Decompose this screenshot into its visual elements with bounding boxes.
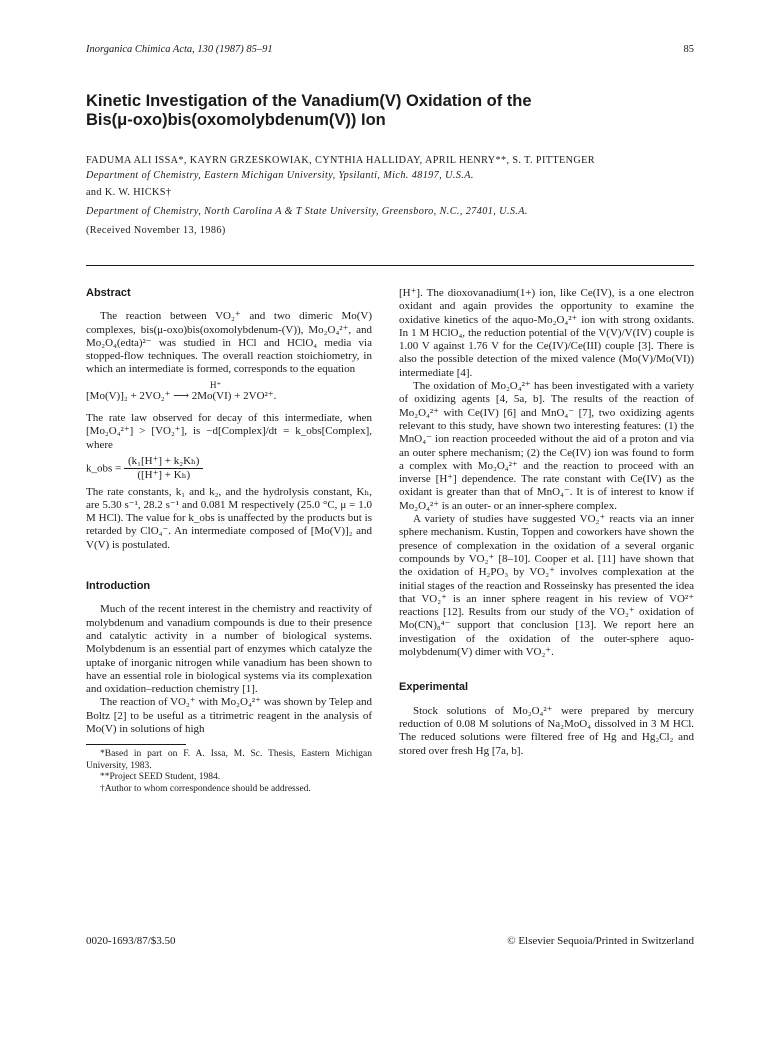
kobs-label: k_obs = [86, 462, 122, 475]
affiliation-2: Department of Chemistry, North Carolina A & T State University, Greensboro, N.C., 27401, U.S.A. [86, 206, 528, 217]
intro-paragraph-2: The reaction of VO₂⁺ with Mo₂O₄²⁺ was shown by Telep and Boltz [2] to be useful as a titrimetric reagent in the analysis of Mo(V) in solutions of high [86, 696, 372, 736]
footnotes [86, 744, 372, 795]
page-number: 85 [683, 44, 694, 55]
kobs-numerator: (k₁[H⁺] + k₂Kₕ) [124, 455, 203, 469]
received-date: (Received November 13, 1986) [86, 225, 226, 236]
header-divider [86, 265, 694, 266]
affiliation-1: Department of Chemistry, Eastern Michigan University, Ypsilanti, Mich. 48197, U.S.A. [86, 170, 474, 181]
footnote-divider [86, 744, 186, 745]
title-line-2: Bis(μ-oxo)bis(oxomolybdenum(V)) Ion [86, 111, 386, 129]
title-line-1: Kinetic Investigation of the Vanadium(V) Oxidation of the [86, 92, 532, 110]
second-author-line: and K. W. HICKS† [86, 187, 172, 198]
intro-paragraph-5: A variety of studies have suggested VO₂⁺ reacts via an inner sphere mechanism. Kustin, Toppen and coworkers have shown the presence of complexation in the oxidation of a several organic compounds by VO₂⁺ [8–10]. Cooper et al. [11] have shown that the oxidation of H₂PO₃ by VO₂⁺ involves complexation at the initial stages of the reaction and Rosseinsky has presented the idea that VO₂⁺ is an inner sphere reagent in his review of VO²⁺ reactions [12]. Results from our study of the VO₂⁺ oxidation of Mo(CN)₈⁴⁻ support that conclusion [13]. We report here an investigation of the oxidation of the outer-sphere aquo-molybdenum(V) dimer with VO₂⁺. [399, 513, 694, 659]
intro-paragraph-4: The oxidation of Mo₂O₄²⁺ has been investigated with a variety of oxidizing agents [4, 5a, b]. The results of the reaction of Mo₂O₄²⁺ with Ce(IV) [6] and MnO₄⁻ [7], two oxidizing agents relevant to this study, have shown two interesting features: (1) the MnO₄⁻ ion reaction proceeded without the aid of a proton and via an outer sphere mechanism; (2) the Ce(IV) ion was found to form a complex with Mo₂O₄²⁺ and the reaction to proceed with an inverse [H⁺] dependence. The rate constant with Ce(IV) as the oxidant is greater than that of MnO₄⁻. It is of interest to know if Mo₂O₄²⁺ is an outer- or an inner-sphere complex. [399, 380, 694, 512]
kobs-denominator: ([H⁺] + Kₕ) [137, 469, 191, 482]
page-footer [86, 935, 694, 947]
intro-paragraph-3: [H⁺]. The dioxovanadium(1+) ion, like Ce(IV), is a one electron oxidant and again provides the opportunity to examine the oxidative kinetics of the aquo-Mo₂O₄²⁺ ion with strong oxidants. In 1 M HClO₄, the reduction potential of the V(V)/V(IV) couple is 1.00 V against 1.76 V for the Ce(IV)/Ce(III) couple [3]. There is also the possible detection of the mixed valence (Mo(V)/Mo(VI)) intermediate [4]. [399, 287, 694, 379]
equation-arrow-label: H⁺ [210, 379, 222, 390]
intro-paragraph-1: Much of the recent interest in the chemistry and reactivity of molybdenum and vanadium compounds is due to their presence and catalytic activity in a number of biological systems. Molybdenum is an essential part of enzymes which catalyze the uptake of inorganic nitrogen while vanadium has been shown to have an essential role in biological systems via its complexation and oxidation–reduction chemistry [1]. [86, 603, 372, 696]
abstract-heading: Abstract [86, 287, 131, 299]
journal-citation: Inorganica Chimica Acta, 130 (1987) 85–91 [86, 44, 273, 55]
experimental-heading: Experimental [399, 681, 469, 694]
abstract-paragraph-1: The reaction between VO₂⁺ and two dimeric Mo(V) complexes, bis(μ-oxo)bis(oxomolybdenum-(V)), Mo₂O₄²⁺, and Mo₂O₄(edta)²⁻ was studied in HCl and HClO₄ media via stopped-flow techniques. The overall reaction stoichiometry, in which an intermediate is formed, corresponds to the equation [86, 310, 372, 376]
running-header [86, 44, 694, 58]
experimental-paragraph-1: Stock solutions of Mo₂O₄²⁺ were prepared by mercury reduction of 0.08 M solutions of Na₂MoO₄ dissolved in 3 M HCl. The reduced solutions were filtered free of Hg and Hg₂Cl₂ and stored over fresh Hg [7a, b]. [399, 704, 694, 757]
author-names: FADUMA ALI ISSA*, KAYRN GRZESKOWIAK, CYNTHIA HALLIDAY, APRIL HENRY**, S. T. PITTENGER [86, 155, 595, 166]
right-column [399, 287, 694, 758]
author-block [86, 154, 696, 237]
abstract-paragraph-2: The rate law observed for decay of this intermediate, when [Mo₂O₄²⁺] > [VO₂⁺], is −d[Complex]/dt = k_obs[Complex], where [86, 412, 372, 451]
footnote-3: †Author to whom correspondence should be addressed. [100, 783, 311, 794]
introduction-heading: Introduction [86, 580, 151, 593]
kobs-fraction [124, 455, 203, 483]
article-code: 0020-1693/87/$3.50 [86, 935, 176, 947]
reaction-equation [86, 381, 372, 403]
footnote-2: **Project SEED Student, 1984. [100, 772, 221, 783]
abstract-paragraph-3: The rate constants, k₁ and k₂, and the hydrolysis constant, Kₕ, are 5.30 s⁻¹, 28.2 s⁻¹ and 0.081 M respectively (25.0 °C, μ = 1.0 M HCl). The value for k_obs is unaffected by the products but is retarded by ClO₄⁻. An intermediate composed of [Mo(V)]₂ and V(V) is postulated. [86, 485, 372, 551]
kobs-equation [86, 455, 372, 483]
footnote-1: *Based in part on F. A. Issa, M. Sc. Thesis, Eastern Michigan University, 1983. [86, 749, 372, 771]
article-title [86, 92, 686, 130]
left-column [86, 287, 372, 795]
copyright-notice: © Elsevier Sequoia/Printed in Switzerland [507, 935, 694, 947]
equation-text: [Mo(V)]₂ + 2VO₂⁺ ⟶ 2Mo(VI) + 2VO²⁺. [86, 389, 277, 402]
